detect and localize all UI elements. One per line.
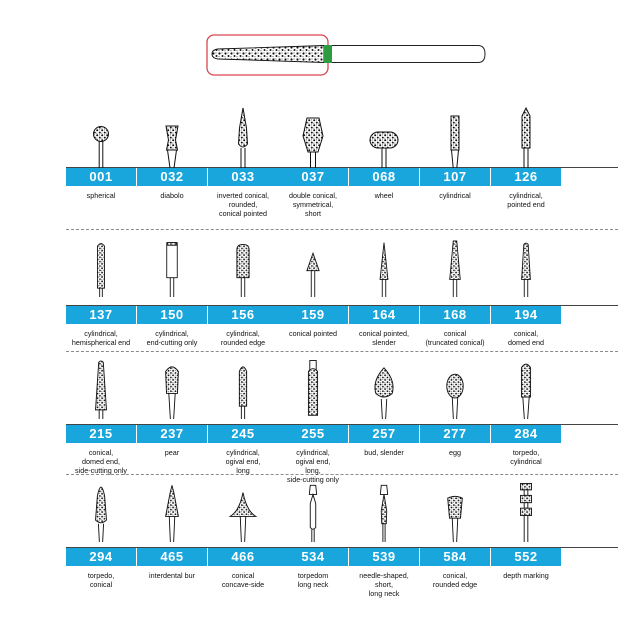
description-line: conical, bbox=[442, 571, 468, 580]
description-line: conical, bbox=[513, 329, 539, 338]
description-line: cylindrical, bbox=[296, 448, 330, 457]
bur-torpedo-icon bbox=[491, 355, 561, 419]
bur-code-label: 552 bbox=[491, 548, 561, 566]
bur-code-label: 164 bbox=[349, 306, 419, 324]
description-line: ogival end, bbox=[295, 457, 331, 466]
description-line: long bbox=[236, 466, 250, 475]
description-line: torpedo, bbox=[87, 571, 115, 580]
bur-description bbox=[62, 191, 140, 200]
bur-code-label: 237 bbox=[137, 425, 207, 443]
bur-code-label: 284 bbox=[491, 425, 561, 443]
bur-ogival-icon bbox=[208, 355, 278, 419]
bur-description bbox=[345, 191, 423, 200]
description-line: rounded, bbox=[228, 200, 258, 209]
bur-end-cutting-icon bbox=[137, 233, 207, 297]
bur-code-label: 156 bbox=[208, 306, 278, 324]
bur-description bbox=[416, 329, 494, 347]
bur-description bbox=[204, 191, 282, 218]
bur-description bbox=[487, 329, 565, 347]
description-line: short, bbox=[375, 580, 393, 589]
description-line: conical bbox=[443, 329, 467, 338]
bur-description bbox=[487, 191, 565, 209]
description-line: symmetrical, bbox=[292, 200, 334, 209]
description-line: cylindrical bbox=[439, 191, 471, 200]
description-line: conical, bbox=[88, 448, 114, 457]
description-line: end-cutting only bbox=[146, 338, 198, 347]
bur-description bbox=[133, 448, 211, 457]
description-line: conical pointed, bbox=[359, 329, 409, 338]
bur-bud-icon bbox=[349, 355, 419, 419]
row-divider bbox=[66, 229, 618, 230]
description-line: conical pointed bbox=[289, 329, 337, 338]
bur-wheel-icon bbox=[349, 104, 419, 168]
bur-pear-icon bbox=[137, 355, 207, 419]
description-line: domed end, bbox=[82, 457, 120, 466]
bur-code-label: 032 bbox=[137, 168, 207, 186]
bur-interdental-icon bbox=[137, 478, 207, 542]
bur-code-label: 294 bbox=[66, 548, 136, 566]
bur-code-label: 126 bbox=[491, 168, 561, 186]
bur-code-label: 465 bbox=[137, 548, 207, 566]
bur-cyl-round-long-icon bbox=[66, 233, 136, 297]
bur-code-label: 159 bbox=[278, 306, 348, 324]
description-line: bud, slender bbox=[364, 448, 404, 457]
description-line: (truncated conical) bbox=[425, 338, 485, 347]
bur-description bbox=[133, 191, 211, 200]
description-line: cylindrical, bbox=[509, 191, 543, 200]
description-line: long neck bbox=[368, 589, 400, 598]
bur-code-label: 037 bbox=[278, 168, 348, 186]
description-line: depth marking bbox=[503, 571, 549, 580]
bur-concave-cone-icon bbox=[208, 478, 278, 542]
bur-code-label: 033 bbox=[208, 168, 278, 186]
description-line: pointed end bbox=[507, 200, 545, 209]
description-line: long, bbox=[305, 466, 321, 475]
description-line: short bbox=[305, 209, 321, 218]
bur-code-label: 584 bbox=[420, 548, 490, 566]
bur-double-cone-icon bbox=[278, 104, 348, 168]
bur-description bbox=[416, 571, 494, 589]
bur-code-label: 001 bbox=[66, 168, 136, 186]
description-line: cylindrical, bbox=[155, 329, 189, 338]
bur-description bbox=[62, 448, 140, 475]
bur-code-label: 194 bbox=[491, 306, 561, 324]
description-line: cylindrical, bbox=[226, 448, 260, 457]
description-line: interdental bur bbox=[149, 571, 195, 580]
bur-description bbox=[204, 571, 282, 589]
description-line: hemispherical end bbox=[71, 338, 131, 347]
bur-code-label: 150 bbox=[137, 306, 207, 324]
bur-description bbox=[133, 571, 211, 580]
bur-description bbox=[416, 448, 494, 457]
bur-ogival-long-icon bbox=[278, 355, 348, 419]
bur-description bbox=[487, 448, 565, 466]
description-line: conical pointed bbox=[219, 209, 267, 218]
bur-egg-icon bbox=[420, 355, 490, 419]
bur-code-label: 277 bbox=[420, 425, 490, 443]
description-line: pear bbox=[164, 448, 180, 457]
description-line: concave-side bbox=[221, 580, 265, 589]
bur-description bbox=[204, 448, 282, 475]
bur-code-label: 107 bbox=[420, 168, 490, 186]
description-line: domed end bbox=[508, 338, 544, 347]
bur-description bbox=[345, 448, 423, 457]
bur-sphere-icon bbox=[66, 104, 136, 168]
description-line: torpedom bbox=[297, 571, 329, 580]
bur-code-label: 068 bbox=[349, 168, 419, 186]
bur-flame-icon bbox=[208, 104, 278, 168]
description-line: inverted conical, bbox=[217, 191, 269, 200]
bur-cone-domed-long-icon bbox=[66, 355, 136, 419]
bur-code-label: 215 bbox=[66, 425, 136, 443]
description-line: ogival end, bbox=[225, 457, 261, 466]
bur-slender-cone-icon bbox=[349, 233, 419, 297]
bur-cone-rounded-icon bbox=[420, 478, 490, 542]
description-line: cylindrical bbox=[510, 457, 542, 466]
description-line: conical bbox=[89, 580, 113, 589]
bur-code-label: 255 bbox=[278, 425, 348, 443]
bur-code-label: 245 bbox=[208, 425, 278, 443]
description-line: wheel bbox=[374, 191, 394, 200]
bur-description bbox=[345, 329, 423, 347]
bur-cyl-pointed-icon bbox=[491, 104, 561, 168]
bur-description bbox=[133, 329, 211, 347]
bur-code-label: 257 bbox=[349, 425, 419, 443]
bur-cone-domed-icon bbox=[491, 233, 561, 297]
description-line: egg bbox=[449, 448, 461, 457]
bur-code-label: 137 bbox=[66, 306, 136, 324]
description-line: long neck bbox=[297, 580, 329, 589]
bur-code-label: 466 bbox=[208, 548, 278, 566]
description-line: cylindrical, bbox=[84, 329, 118, 338]
bur-cylinder-icon bbox=[420, 104, 490, 168]
description-line: double conical, bbox=[289, 191, 337, 200]
bur-description bbox=[416, 191, 494, 200]
description-line: needle-shaped, bbox=[359, 571, 409, 580]
description-line: cylindrical, bbox=[226, 329, 260, 338]
description-line: side-cutting only bbox=[287, 475, 339, 484]
bur-description bbox=[487, 571, 565, 580]
bur-truncated-cone-icon bbox=[420, 233, 490, 297]
description-line: diabolo bbox=[160, 191, 184, 200]
bur-needle-icon bbox=[349, 478, 419, 542]
bur-code-label: 539 bbox=[349, 548, 419, 566]
bur-small-cone-icon bbox=[278, 233, 348, 297]
bur-description bbox=[204, 329, 282, 347]
bur-code-label: 534 bbox=[278, 548, 348, 566]
description-line: spherical bbox=[86, 191, 116, 200]
description-line: conical bbox=[231, 571, 255, 580]
bur-code-label: 168 bbox=[420, 306, 490, 324]
bur-description bbox=[62, 329, 140, 347]
bur-torpedo-conical-icon bbox=[66, 478, 136, 542]
description-line: slender bbox=[372, 338, 396, 347]
bur-cyl-rounded-edge-icon bbox=[208, 233, 278, 297]
description-line: torpedo, bbox=[512, 448, 540, 457]
description-line: side-cutting only bbox=[75, 466, 127, 475]
bur-description bbox=[62, 571, 140, 589]
bur-long-neck-icon bbox=[278, 478, 348, 542]
featured-bur-illustration bbox=[206, 34, 486, 76]
bur-depth-icon bbox=[491, 478, 561, 542]
bur-description bbox=[274, 329, 352, 338]
row-divider bbox=[66, 351, 618, 352]
description-line: rounded edge bbox=[220, 338, 266, 347]
bur-description bbox=[345, 571, 423, 598]
bur-description bbox=[274, 191, 352, 218]
description-line: rounded edge bbox=[432, 580, 478, 589]
bur-diabolo-icon bbox=[137, 104, 207, 168]
bur-description bbox=[274, 571, 352, 589]
